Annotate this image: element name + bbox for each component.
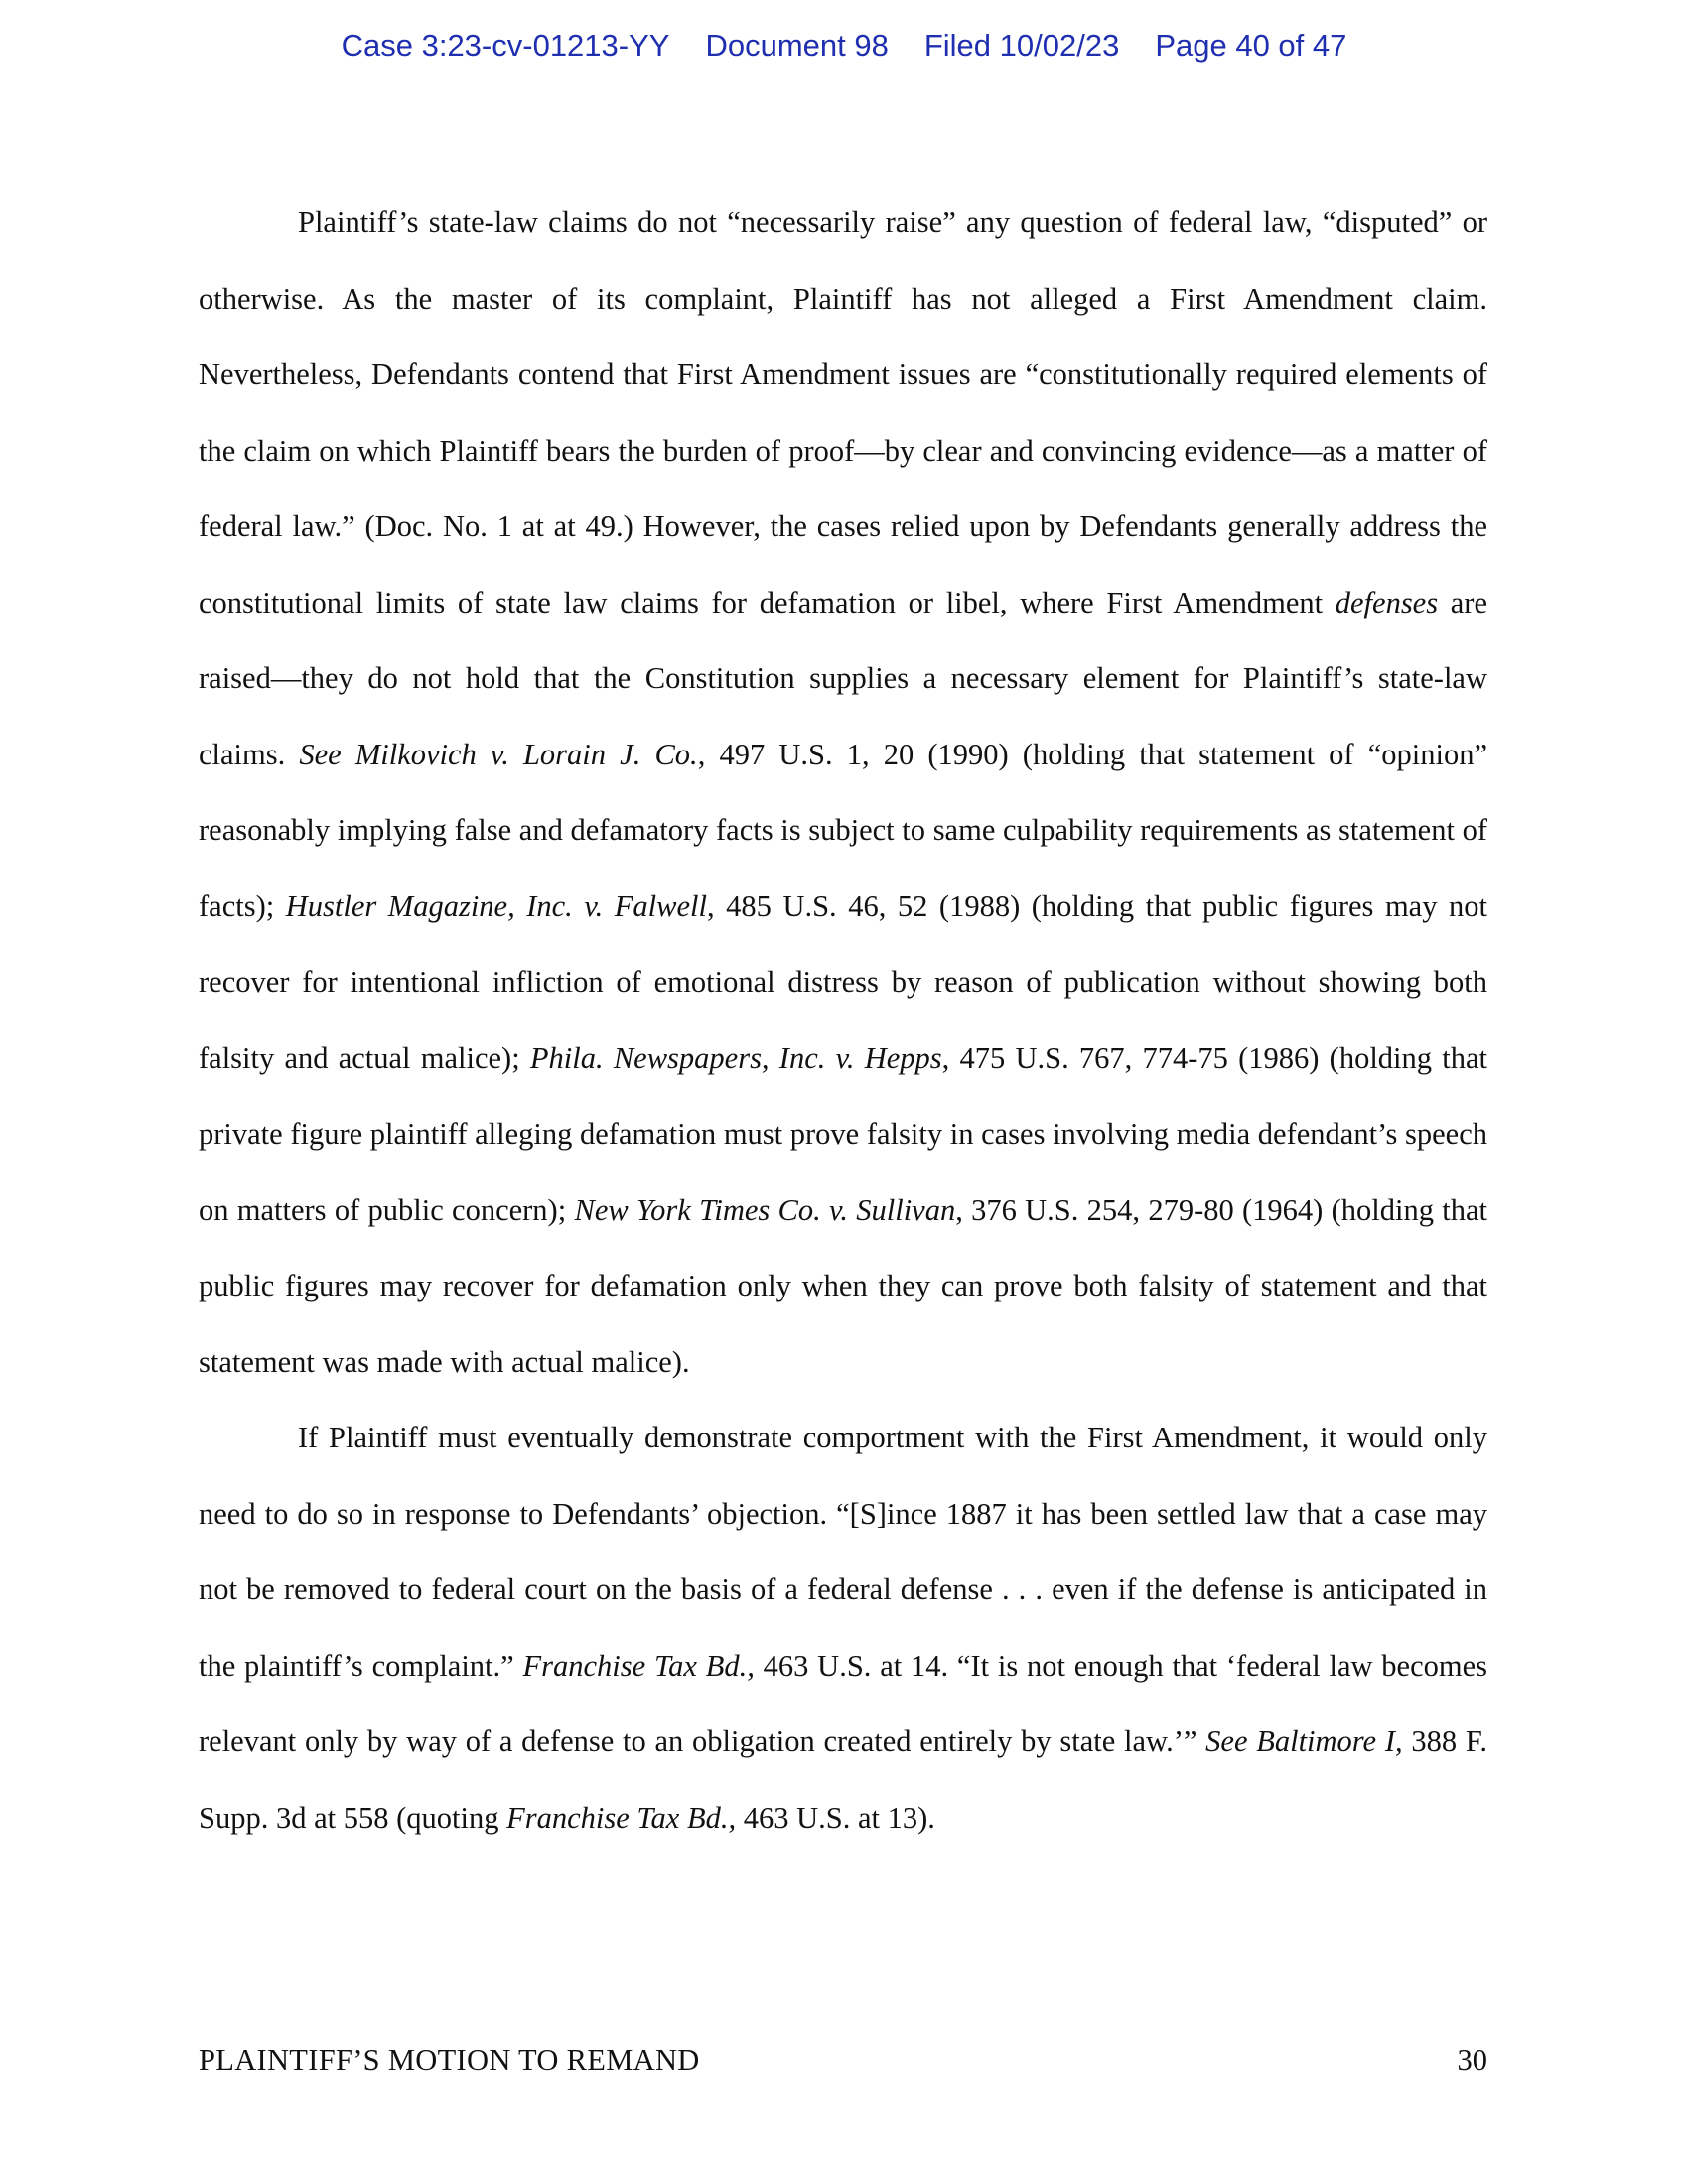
paragraph-2 — [199, 1400, 1487, 1855]
text-run: 463 U.S. at 14. “It is not enough that ‘federal law becomes relevant only by way of a defense to an obligation created entirely by state law.’” — [199, 1648, 1488, 1758]
text-run: , 475 U.S. 767, 774-75 (1986) (holding that private figure plaintiff alleging defamation must prove falsity in cases involving media defendant’s speech on matters of public concern); — [199, 1040, 1487, 1227]
text-run: If Plaintiff must eventually demonstrate comportment with the First Amendment, it would only need to do so in response to Defendants’ objection. “[S]ince 1887 it has been settled law that a case may not be removed to federal court on the basis of a federal defense . . . even if the defense is anticipated in the plaintiff’s complaint.” — [199, 1421, 1487, 1683]
filed-date: Filed 10/02/23 — [923, 28, 1120, 63]
ecf-header — [0, 28, 1688, 64]
text-run: are raised—they do not hold that the Constitution supplies a necessary element for Plaintiff’s state-law claims. — [199, 585, 1487, 771]
text-run: , 376 U.S. 254, 279-80 (1964) (holding that public figures may recover for defamation only when they can prove both falsity of statement and that statement was made with actual malice). — [199, 1192, 1487, 1379]
text-run: 388 F. Supp. 3d at 558 (quoting — [199, 1724, 1487, 1835]
case-citation: New York Times Co. v. Sullivan — [574, 1192, 956, 1227]
case-citation: Franchise Tax Bd., — [506, 1800, 737, 1835]
footer-title: PLAINTIFF’S MOTION TO REMAND — [199, 2043, 700, 2077]
case-citation: Hustler Magazine, Inc. v. Falwell — [285, 888, 707, 923]
text-run: , 485 U.S. 46, 52 (1988) (holding that public figures may not recover for intentional infliction of emotional distress by reason of publication without showing both falsity and actual malice); — [199, 888, 1487, 1075]
case-citation: See Milkovich v. Lorain J. Co. — [299, 737, 698, 771]
case-number: Case 3:23-cv-01213-YY — [341, 28, 670, 63]
page-count: Page 40 of 47 — [1155, 28, 1347, 63]
case-citation: See Baltimore I, — [1205, 1724, 1403, 1758]
text-run: 463 U.S. at 13). — [736, 1800, 935, 1835]
case-citation: Franchise Tax Bd., — [522, 1648, 755, 1683]
text-run: , 497 U.S. 1, 20 (1990) (holding that statement of “opinion” reasonably implying false and defamatory facts is subject to same culpability requirements as statement of facts); — [199, 737, 1488, 923]
document-number: Document 98 — [705, 28, 889, 63]
footer-page-number: 30 — [1457, 2043, 1487, 2077]
text-run: Plaintiff’s state-law claims do not “necessarily raise” any question of federal law, “disputed” or otherwise. As the master of its complaint, Plaintiff has not alleged a First Amendment claim. Nevertheless, Defendants contend that First Amendment issues are “constitutionally required elements of the claim on which Plaintiff bears the burden of proof—by clear and convincing evidence—as a matter of federal law.” (Doc. No. 1 at at 49.) However, the cases relied upon by Defendants generally address the constitutional limits of state law claims for defamation or libel, where First Amendment — [199, 205, 1487, 619]
emphasis: defenses — [1335, 585, 1439, 619]
document-body — [199, 185, 1487, 1855]
case-citation: Phila. Newspapers, Inc. v. Hepps — [529, 1040, 942, 1075]
paragraph-1 — [199, 185, 1487, 1400]
